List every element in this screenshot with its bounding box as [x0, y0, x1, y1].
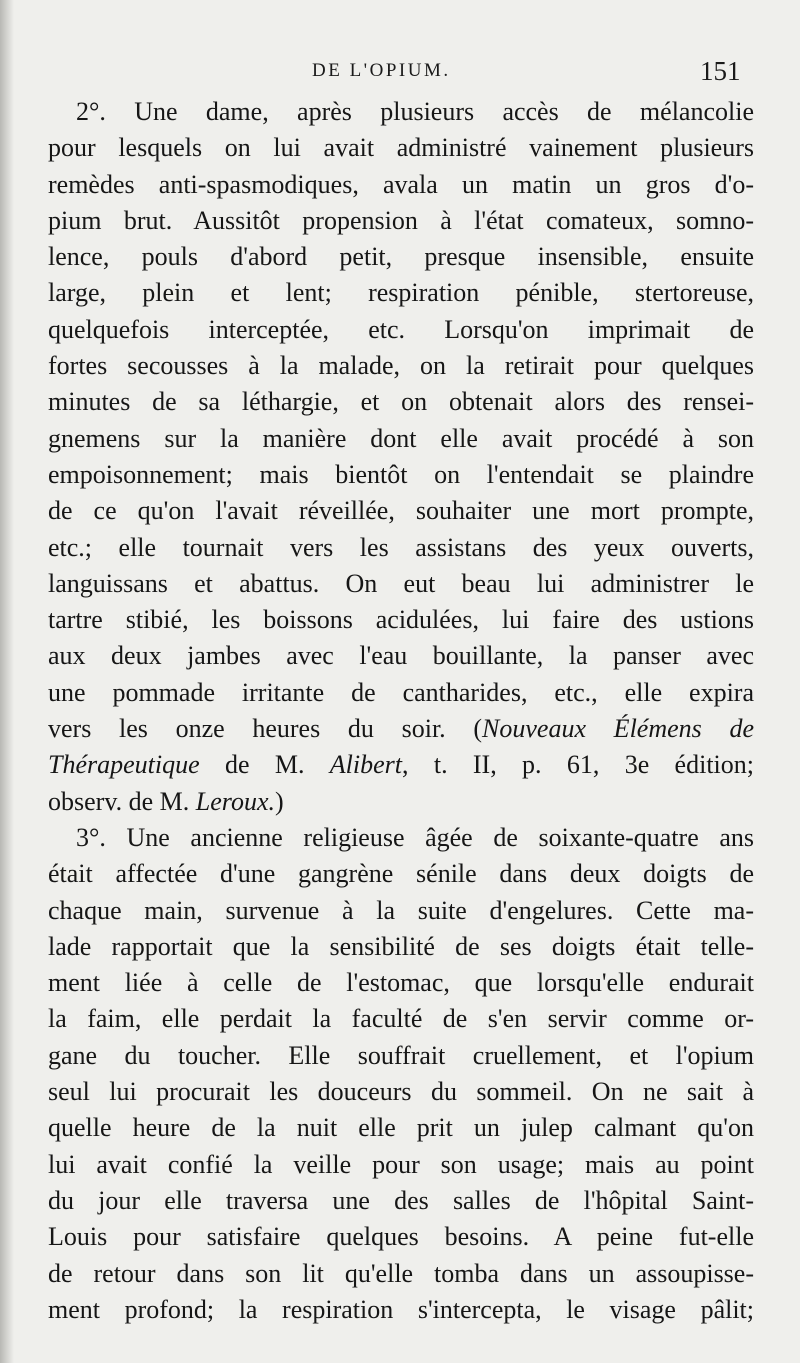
- citation-work-title: Nouveaux Élémens de: [482, 714, 754, 744]
- running-head: [0, 56, 800, 90]
- text-line: minutes de sa léthargie, et on obtenait alors des rensei-: [48, 387, 754, 417]
- body-text: [48, 94, 754, 1328]
- text-line: quelquefois interceptée, etc. Lorsqu'on imprimait de: [48, 314, 754, 344]
- text-line: large, plein et lent; respiration pénible, stertoreuse,: [48, 278, 754, 308]
- text-line: languissans et abattus. On eut beau lui administrer le: [48, 568, 754, 598]
- citation-observer: Leroux.: [195, 786, 275, 816]
- citation-close: ): [275, 786, 284, 816]
- text-line: chaque main, survenue à la suite d'engelures. Cette ma-: [48, 895, 754, 925]
- text-line: aux deux jambes avec l'eau bouillante, la panser avec: [48, 641, 754, 671]
- text-line: ment liée à celle de l'estomac, que lorsqu'elle endurait: [48, 968, 754, 998]
- text-line: 3°. Une ancienne religieuse âgée de soixante-quatre ans: [76, 822, 754, 852]
- text-line: quelle heure de la nuit elle prit un julep calmant qu'on: [48, 1113, 754, 1143]
- text-line: lade rapportait que la sensibilité de ses doigts était telle-: [48, 931, 754, 961]
- text-line: empoisonnement; mais bientôt on l'entendait se plaindre: [48, 459, 754, 489]
- page-number: 151: [700, 56, 741, 86]
- text-line: était affectée d'une gangrène sénile dans deux doigts de: [48, 859, 754, 889]
- paragraph-case-3: [48, 820, 754, 1328]
- text-line: de ce qu'on l'avait réveillée, souhaiter une mort prompte,: [48, 496, 754, 526]
- citation-work-title-cont: Thérapeutique: [48, 750, 200, 780]
- text-line: remèdes anti-spasmodiques, avala un matin un gros d'o-: [48, 169, 754, 199]
- text-line-citation-end: [48, 784, 754, 820]
- text-line: etc.; elle tournait vers les assistans des yeux ouverts,: [48, 532, 754, 562]
- citation-prefix: vers les onze heures du soir. (: [48, 714, 483, 744]
- text-line: tartre stibié, les boissons acidulées, lui faire des ustions: [48, 605, 754, 635]
- text-line: la faim, elle perdait la faculté de s'en servir comme or-: [48, 1004, 754, 1034]
- text-line-citation-start: [48, 711, 754, 747]
- text-line: une pommade irritante de cantharides, etc., elle expira: [48, 677, 754, 707]
- text-line: lence, pouls d'abord petit, presque insensible, ensuite: [48, 242, 754, 272]
- text-line: 2°. Une dame, après plusieurs accès de mélancolie: [76, 97, 754, 126]
- text-line-citation: [48, 747, 754, 783]
- running-title: DE L'OPIUM.: [312, 60, 451, 81]
- citation-reference: , t. II, p. 61, 3e édition;: [402, 750, 754, 780]
- citation-observer-prefix: observ. de M.: [48, 786, 196, 816]
- text-line: Louis pour satisfaire quelques besoins. A peine fut-elle: [48, 1222, 754, 1252]
- text-line: ment profond; la respiration s'intercepta, le visage pâlit;: [48, 1294, 754, 1324]
- page-gutter-shadow: [0, 0, 14, 1363]
- citation-mid: de M.: [199, 750, 330, 780]
- citation-author: Alibert: [329, 750, 403, 780]
- paragraph-case-2: [48, 94, 754, 820]
- text-line: gane du toucher. Elle souffrait cruellement, et l'opium: [48, 1040, 754, 1070]
- text-line: du jour elle traversa une des salles de l'hôpital Saint-: [48, 1185, 754, 1215]
- text-line: pour lesquels on lui avait administré vainement plusieurs: [48, 133, 754, 163]
- text-line: pium brut. Aussitôt propension à l'état comateux, somno-: [48, 205, 754, 235]
- text-line: gnemens sur la manière dont elle avait procédé à son: [48, 423, 754, 453]
- text-line: seul lui procurait les douceurs du sommeil. On ne sait à: [48, 1077, 754, 1107]
- text-line: fortes secousses à la malade, on la retirait pour quelques: [48, 351, 754, 381]
- text-line: de retour dans son lit qu'elle tomba dans un assoupisse-: [48, 1258, 754, 1288]
- text-line: lui avait confié la veille pour son usage; mais au point: [48, 1149, 754, 1179]
